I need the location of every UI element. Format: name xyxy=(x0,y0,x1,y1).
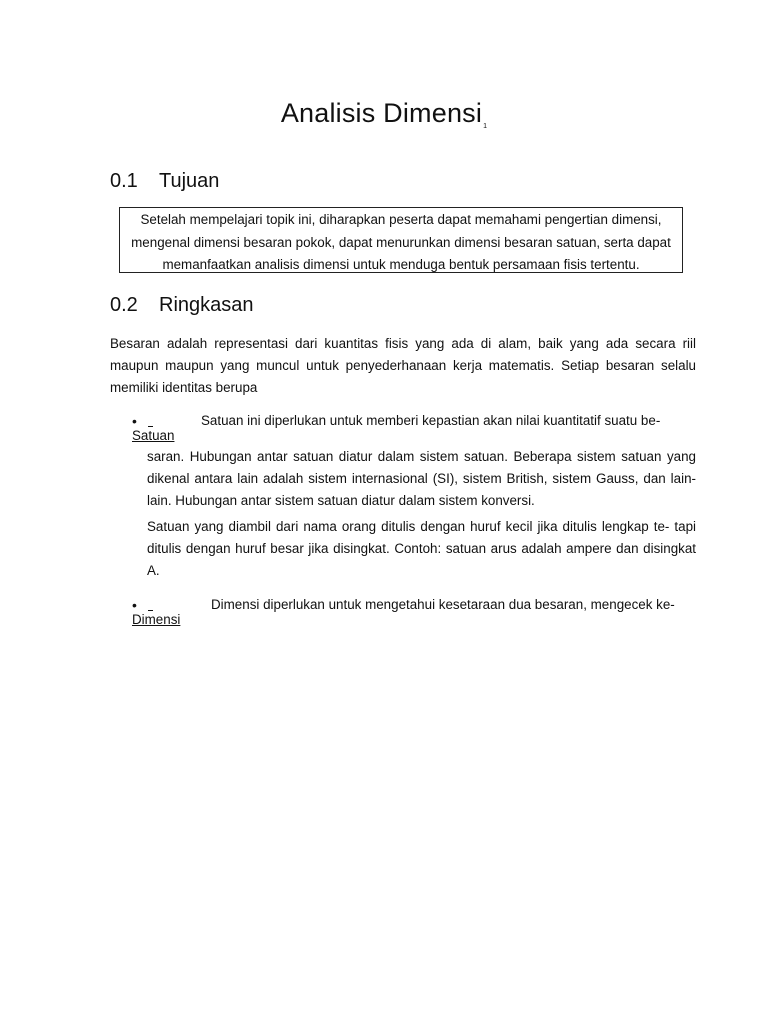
bullet-marker: • xyxy=(132,413,137,429)
section-heading-tujuan xyxy=(110,169,219,193)
bullet-dimensi xyxy=(132,596,696,636)
section-number: 0.1 xyxy=(110,170,138,192)
intro-paragraph: Besaran adalah representasi dari kuantitas fisis yang ada di alam, baik yang ada secara riil maupun maupun yang muncul untuk penyederhanaan kerja matematis. Setiap besaran selalu memiliki identitas berupa xyxy=(110,336,696,395)
bullet-term: Satuan xyxy=(132,428,175,443)
section-title: Ringkasan xyxy=(159,294,254,316)
section-number: 0.2 xyxy=(110,294,138,316)
bullet-satuan xyxy=(132,412,696,586)
bullet-first-line: Dimensi diperlukan untuk mengetahui kesetaraan dua besaran, mengecek ke- xyxy=(211,597,675,612)
section-title: Tujuan xyxy=(159,170,220,192)
page-title xyxy=(0,96,768,130)
title-text: Analisis Dimensi xyxy=(280,98,483,128)
bullet-head xyxy=(132,412,696,452)
bullet-first-line: Satuan ini diperlukan untuk memberi kepastian akan nilai kuantitatif suatu be- xyxy=(201,413,661,428)
bullet-head xyxy=(132,596,696,636)
bullet-second-paragraph: Satuan yang diambil dari nama orang ditulis dengan huruf kecil jika ditulis lengkap te- tapi ditulis dengan huruf besar jika disingkat. Contoh: satuan arus adalah ampere dan disingkat A. xyxy=(147,519,696,578)
bullet-term: Dimensi xyxy=(132,612,181,627)
objective-text: Setelah mempelajari topik ini, diharapkan peserta dapat memahami pengertian dimensi, mengenal dimensi besaran pokok, dapat menurunkan dimensi besaran satuan, serta dapat memanfaatkan analisis dimensi untuk menduga bentuk persamaan fisis tertentu. xyxy=(131,212,671,272)
objective-box xyxy=(119,207,683,273)
section-heading-ringkasan xyxy=(110,293,254,317)
bullet-continuation: saran. Hubungan antar satuan diatur dalam sistem satuan. Beberapa sistem satuan yang dikenal antara lain adalah sistem internasional (SI), sistem British, sistem Gauss, dan lain-lain. Hubungan antar sistem satuan diatur dalam sistem konversi. xyxy=(147,449,696,508)
bullet-body xyxy=(147,446,696,582)
footnote-mark: 1 xyxy=(483,123,488,130)
bullet-marker: • xyxy=(132,597,137,613)
